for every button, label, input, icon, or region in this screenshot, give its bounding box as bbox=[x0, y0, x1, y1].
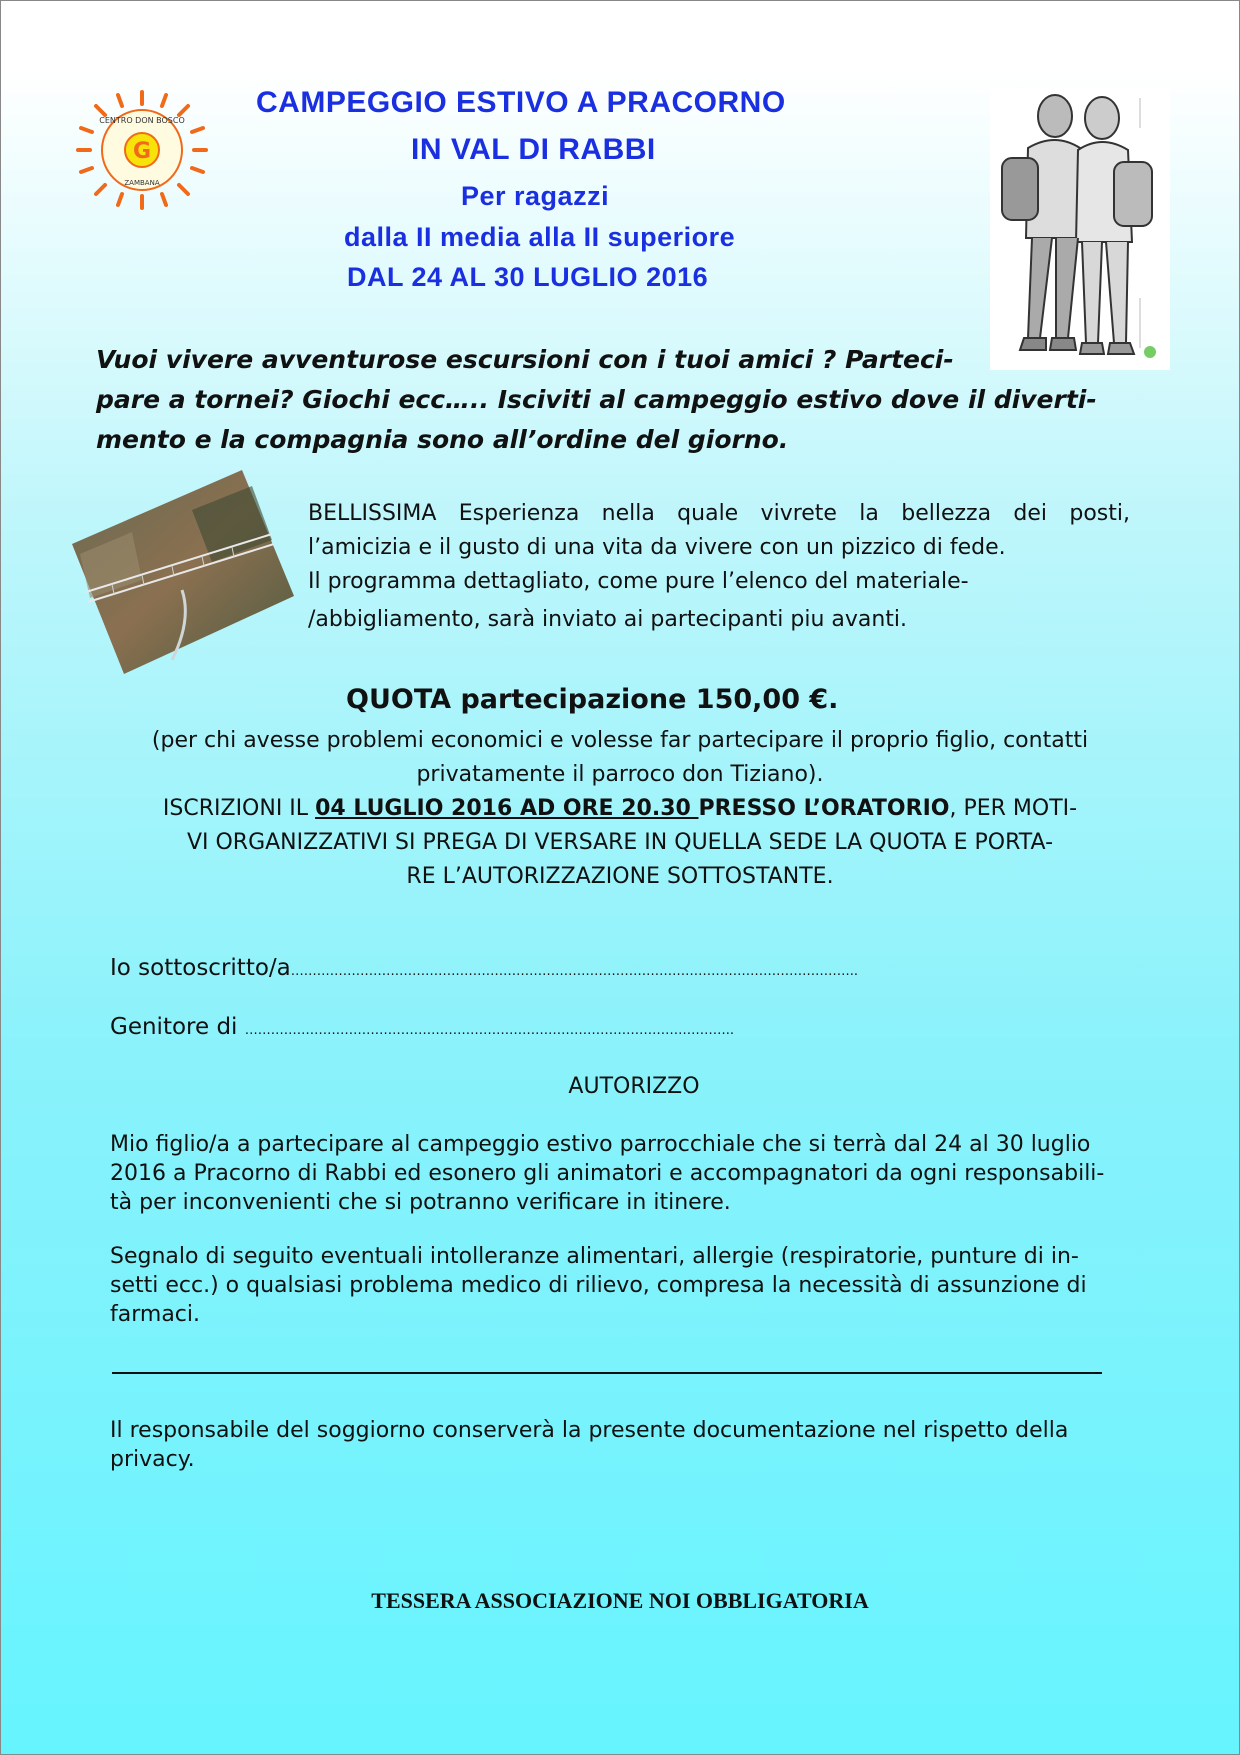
title-line-5: DAL 24 AL 30 LUGLIO 2016 bbox=[347, 262, 709, 292]
quota-note bbox=[60, 724, 1180, 792]
genitore-label: Genitore di bbox=[110, 1014, 245, 1040]
iscrizioni-prefix: ISCRIZIONI IL bbox=[162, 796, 316, 821]
tessera-notice: TESSERA ASSOCIAZIONE NOI OBBLIGATORIA bbox=[371, 1588, 869, 1613]
auth-line-3: tà per inconvenienti che si potranno verificare in itinere. bbox=[110, 1190, 731, 1215]
experience-line-3: Il programma dettagliato, come pure l’elenco del materiale- bbox=[308, 569, 969, 594]
authorization-paragraph bbox=[110, 1130, 1160, 1217]
title-line-3: Per ragazzi bbox=[461, 181, 610, 211]
sottoscritto-label: Io sottoscritto/a bbox=[110, 955, 291, 981]
autorizzo-heading: AUTORIZZO bbox=[568, 1074, 700, 1099]
logo-text-bottom: ZAMBANA bbox=[124, 179, 160, 187]
iscrizioni-rest: , PER MOTI- bbox=[949, 796, 1078, 821]
title-line-2: IN VAL DI RABBI bbox=[411, 133, 656, 166]
quota-note-line-1: (per chi avesse problemi economici e volesse far partecipare il proprio figlio, contatti bbox=[151, 728, 1089, 753]
sottoscritto-field[interactable] bbox=[110, 955, 858, 981]
privacy-line-1: Il responsabile del soggiorno conserverà la presente documentazione nel rispetto della bbox=[110, 1418, 1069, 1443]
notes-write-line[interactable] bbox=[112, 1372, 1102, 1374]
iscrizioni-notice bbox=[60, 792, 1180, 894]
experience-paragraph bbox=[308, 497, 1130, 637]
seg-line-3: farmaci. bbox=[110, 1302, 200, 1327]
iscrizioni-date: 04 LUGLIO 2016 AD ORE 20.30 bbox=[315, 796, 699, 821]
genitore-dots: ………………………………………………………………………………………………….. bbox=[244, 1023, 735, 1038]
iscrizioni-line-2: VI ORGANIZZATIVI SI PREGA DI VERSARE IN QUELLA SEDE LA QUOTA E PORTA- bbox=[186, 830, 1054, 855]
quota-note-line-2: privatamente il parroco don Tiziano). bbox=[416, 762, 824, 787]
suspension-bridge-photo bbox=[72, 470, 294, 674]
seg-line-1: Segnalo di seguito eventuali intolleranze alimentari, allergie (respiratorie, punture di in- bbox=[110, 1244, 1079, 1269]
experience-line-4: /abbigliamento, sarà inviato ai partecipanti piu avanti. bbox=[308, 607, 908, 632]
quota-label: QUOTA partecipazione 150,00 €. bbox=[346, 684, 839, 715]
teenagers-sketch-image bbox=[990, 88, 1170, 370]
privacy-line-2: privacy. bbox=[110, 1447, 195, 1472]
experience-line-1: BELLISSIMA Esperienza nella quale vivrete la bellezza dei posti, bbox=[308, 501, 1130, 526]
iscrizioni-line-3: RE L’AUTORIZZAZIONE SOTTOSTANTE. bbox=[406, 864, 834, 889]
title-line-1: CAMPEGGIO ESTIVO A PRACORNO bbox=[256, 86, 786, 119]
segnalazioni-paragraph bbox=[110, 1242, 1160, 1329]
iscrizioni-place: PRESSO L’ORATORIO bbox=[698, 796, 950, 821]
seg-line-2: setti ecc.) o qualsiasi problema medico di rilievo, compresa la necessità di assunzione di bbox=[110, 1273, 1087, 1298]
intro-line-1: Vuoi vivere avventurose escursioni con i tuoi amici ? Parteci- bbox=[96, 345, 954, 374]
privacy-paragraph bbox=[110, 1416, 1160, 1474]
svg-text:G: G bbox=[132, 139, 152, 164]
intro-paragraph bbox=[96, 340, 1136, 460]
sottoscritto-dots: ………………………………………………………………………………………………………………….. bbox=[290, 964, 859, 979]
genitore-field[interactable] bbox=[110, 1014, 734, 1040]
centro-don-bosco-logo bbox=[74, 88, 210, 212]
intro-line-2: pare a tornei? Giochi ecc….. Isciviti al campeggio estivo dove il diverti- bbox=[96, 385, 1097, 414]
intro-line-3: mento e la compagnia sono all’ordine del giorno. bbox=[96, 425, 789, 454]
logo-text-top: CENTRO DON BOSCO bbox=[99, 116, 185, 125]
auth-line-1: Mio figlio/a a partecipare al campeggio estivo parrocchiale che si terrà dal 24 al 30 luglio bbox=[110, 1132, 1091, 1157]
auth-line-2: 2016 a Pracorno di Rabbi ed esonero gli animatori e accompagnatori da ogni responsabili- bbox=[110, 1161, 1105, 1186]
title-line-4: dalla II media alla II superiore bbox=[344, 222, 736, 252]
experience-line-2: l’amicizia e il gusto di una vita da vivere con un pizzico di fede. bbox=[308, 535, 1006, 560]
iscrizioni-line-1 bbox=[60, 792, 1180, 826]
